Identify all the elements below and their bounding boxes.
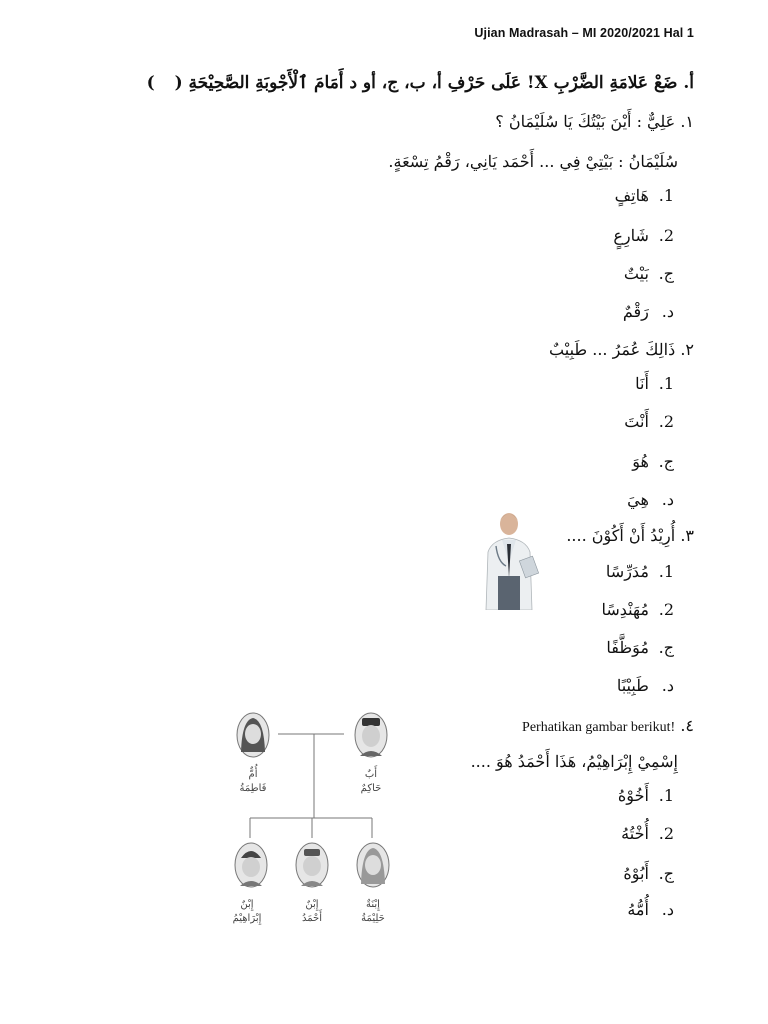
child-1-name: إِبْرَاهِيْمُ (232, 913, 262, 924)
father-name: حَاكِمٌ (360, 783, 382, 794)
father-role: أَبٌ (364, 769, 378, 780)
child-1-avatar (234, 842, 268, 888)
child-1-role: إِبْنٌ (240, 899, 254, 910)
mother-caption (228, 768, 278, 796)
option-label: ج. (658, 452, 674, 471)
option-text: أَخُوْهُ (617, 786, 649, 805)
option-text: هُوَ (632, 452, 649, 471)
question-number: ١. (680, 112, 694, 131)
option-label: 2. (658, 600, 674, 619)
option-text: شَارِعٍ (613, 226, 649, 245)
option-3-3[interactable] (606, 638, 674, 657)
child-3-caption (348, 898, 398, 926)
option-text: بَيْتٌ (623, 264, 649, 283)
question-3 (566, 526, 694, 545)
option-1-4[interactable] (623, 302, 674, 321)
option-label: د. (661, 490, 674, 509)
option-text: طَبِيْبًا (616, 676, 649, 695)
father-avatar (354, 712, 388, 758)
question-4-line-2: إِسْمِيْ إِبْرَاهِيْمُ، هَذَا أَحْمَدُ هُوَ .... (470, 752, 678, 771)
option-text: أُمُّهُ (627, 900, 649, 919)
option-label: د. (661, 676, 674, 695)
instruction-close: ) (146, 73, 155, 93)
question-number: ٢. (680, 340, 694, 359)
child-2-caption (287, 898, 337, 926)
option-text: هِيَ (627, 490, 649, 509)
child-2-avatar (295, 842, 329, 888)
option-label: 2. (658, 226, 674, 245)
option-text: مُهَنْدِسًا (601, 600, 649, 619)
child-3-name: حَلِيْمَةُ (361, 913, 385, 924)
child-2-role: إِبْنٌ (305, 899, 319, 910)
question-1-line-1 (495, 112, 694, 131)
option-4-2[interactable] (621, 824, 674, 843)
option-label: ج. (658, 864, 674, 883)
question-text: أُرِيْدُ أَنْ أَكُوْنَ .... (566, 526, 676, 545)
instruction (147, 72, 694, 93)
option-label: 2. (658, 412, 674, 431)
option-label: 1. (658, 786, 674, 805)
option-2-1[interactable] (635, 374, 674, 393)
question-number: ٤. (680, 716, 694, 735)
option-text: أُخْتُهُ (621, 824, 649, 843)
option-text: أَبُوْهُ (623, 864, 649, 883)
option-2-2[interactable] (624, 412, 674, 431)
mother-role: أُمٌّ (248, 769, 258, 780)
option-4-1[interactable] (618, 786, 674, 805)
child-1-caption (222, 898, 272, 926)
option-label: د. (661, 302, 674, 321)
option-3-2[interactable] (601, 600, 674, 619)
option-label: د. (661, 900, 674, 919)
instruction-text: أ. ضَعْ عَلامَةِ الضَّرْبِ X! عَلَى حَرْفِ أ، ب، ج، أو د أَمَامَ ٱلْأَجْوبَةِ الصَّحِيْحَةِ ( (174, 73, 694, 93)
option-text: هَاتِفٍ (614, 186, 649, 205)
question-1-line-2: سُلَيْمَانُ : بَيْتِيْ فِي ... أَحْمَد يَانِي، رَقْمُ تِسْعَةٍ. (388, 152, 678, 171)
option-1-3[interactable] (624, 264, 674, 283)
child-3-avatar (356, 842, 390, 888)
option-4-3[interactable] (623, 864, 674, 883)
option-label: ج. (658, 264, 674, 283)
mother-name: فَاطِمَةُ (239, 783, 267, 794)
question-2 (549, 340, 694, 359)
option-text: مُوَظَّفًا (606, 638, 649, 657)
option-2-3[interactable] (632, 452, 674, 471)
question-text-latin: !Perhatikan gambar berikut (522, 720, 676, 735)
question-number: ٣. (680, 526, 694, 545)
option-3-1[interactable] (606, 562, 674, 581)
option-3-4[interactable] (617, 676, 674, 695)
family-tree (226, 706, 398, 946)
page-header: Ujian Madrasah – MI 2020/2021 Hal 1 (474, 26, 694, 40)
question-text: ذَالِكَ عُمَرُ ... طَبِيْبٌ (549, 340, 676, 359)
doctor-image (476, 502, 542, 610)
option-1-2[interactable] (613, 226, 674, 245)
option-label: ج. (658, 638, 674, 657)
option-label: 1. (658, 186, 674, 205)
option-text: مُدَرِّسًا (605, 562, 649, 581)
child-2-name: أَحْمَدُ (302, 913, 322, 924)
option-text: أَنْتَ (624, 412, 649, 431)
option-text: رَقْمٌ (622, 302, 649, 321)
mother-avatar (236, 712, 270, 758)
option-label: 1. (658, 374, 674, 393)
question-text: عَلِيٌّ : أَيْنَ بَيْتُكَ يَا سُلَيْمَانُ ؟ (495, 112, 676, 131)
option-4-4[interactable] (627, 900, 674, 919)
option-label: 1. (658, 562, 674, 581)
option-1-1[interactable] (615, 186, 674, 205)
option-label: 2. (658, 824, 674, 843)
father-caption (346, 768, 396, 796)
child-3-role: إِبْنَةٌ (366, 899, 380, 910)
option-2-4[interactable] (627, 490, 674, 509)
option-text: أَنَا (635, 374, 649, 393)
question-4-line-1 (522, 716, 694, 736)
